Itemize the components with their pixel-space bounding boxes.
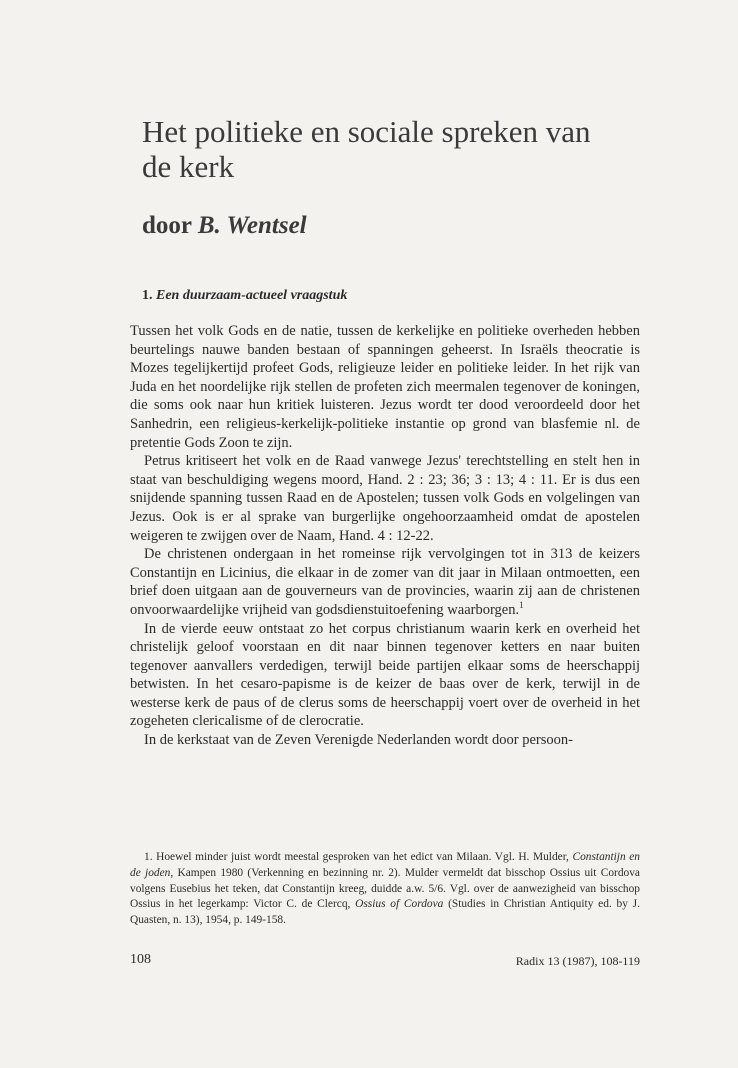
article-title: Het politieke en sociale spreken van de kerk bbox=[142, 114, 591, 184]
footnote-number: 1. bbox=[144, 851, 153, 863]
footnote-text: (Studies in Christian Antiquity ed. by J. Quasten, n. 13), 1954, p. 149-158. bbox=[130, 898, 640, 927]
paragraph: Petrus kritiseert het volk en de Raad vanwege Jezus' terechtstelling en stelt hen in staat van beschuldiging wegens moord, Hand. 2 : 23; 36; 3 : 13; 4 : 11. Er is dus een snijdende spanning tussen Raad en de Apostelen; tussen volk Gods en volgelingen van Jezus. Ook is er al sprake van burgerlijke ongehoorzaamheid omdat de apostelen weigeren te zwijgen over de Naam, Hand. 4 : 12-22. bbox=[130, 453, 640, 544]
author-line bbox=[142, 212, 307, 240]
journal-reference: Radix 13 (1987), 108-119 bbox=[515, 954, 640, 968]
paragraph: In de kerkstaat van de Zeven Verenigde Nederlanden wordt door persoon- bbox=[144, 732, 573, 749]
section-heading bbox=[142, 287, 347, 305]
footnote-text: , Kampen 1980 (Verkenning en bezinning nr. 2). Mulder vermeldt dat bisschop Ossius uit Cordova volgens Eusebius het teken, dat Constantijn kreeg, duidde a.w. 5/6. Vgl. over de aanwezigheid van bisschop Ossius in het legerkamp: Victor C. de Clercq, bbox=[130, 866, 640, 911]
page-number: 108 bbox=[130, 952, 151, 967]
footnote-text: Hoewel minder juist wordt meestal gesproken van het edict van Milaan. Vgl. H. Mulder, bbox=[156, 851, 569, 863]
footnote bbox=[130, 850, 640, 929]
section-title: Een duurzaam-actueel vraagstuk bbox=[156, 288, 348, 303]
paragraph bbox=[130, 545, 640, 619]
paragraph-text: De christenen ondergaan in het romeinse rijk vervolgingen tot in 313 de keizers Constantijn en Licinius, die elkaar in de zomer van dit jaar in Milaan ontmoetten, een brief doen uitgaan aan de gouverneurs van de provincies, waarin zij aan de christenen onvoorwaardelijke vrijheid van godsdienstuitoefening waarborgen. bbox=[130, 546, 640, 618]
footnote-book-title: Constantijn en de joden bbox=[130, 851, 640, 879]
body-text bbox=[130, 322, 640, 750]
section-number: 1. bbox=[142, 288, 153, 303]
author-name: B. Wentsel bbox=[197, 212, 307, 239]
paragraph: Tussen het volk Gods en de natie, tussen de kerkelijke en politieke overheden hebben beurtelings nauwe banden bestaan of spanningen geheerst. In Israëls theocratie is Mozes tegelijkertijd profeet Gods, religieuze leider en politieke leider. In het rijk van Juda en het noordelijke rijk stellen de profeten zich meermalen tegenover de koningen, die soms ook naar hun kritiek luisteren. Jezus wordt ter dood veroordeeld door het Sanhedrin, een religieus-kerkelijk-politieke instantie op grond van blasfemie nl. de pretentie Gods Zoon te zijn. bbox=[130, 323, 640, 451]
author-prefix: door bbox=[142, 212, 192, 239]
footnote-reference[interactable]: 1 bbox=[519, 600, 524, 611]
footnote-book-title: Ossius of Cordova bbox=[355, 898, 444, 911]
paragraph: In de vierde eeuw ontstaat zo het corpus christianum waarin kerk en overheid het christelijk geloof voorstaan en dit naar binnen tegenover ketters en naar buiten tegenover aanvallers verdedigen, terwijl beide partijen elkaar soms de heerschappij betwisten. In het cesaro-papisme is de keizer de baas over de kerk, terwijl in de westerse kerk de paus of de clerus soms de heerschappij voert over de overheid in het zogeheten clericalisme of de clerocratie. bbox=[130, 620, 640, 730]
